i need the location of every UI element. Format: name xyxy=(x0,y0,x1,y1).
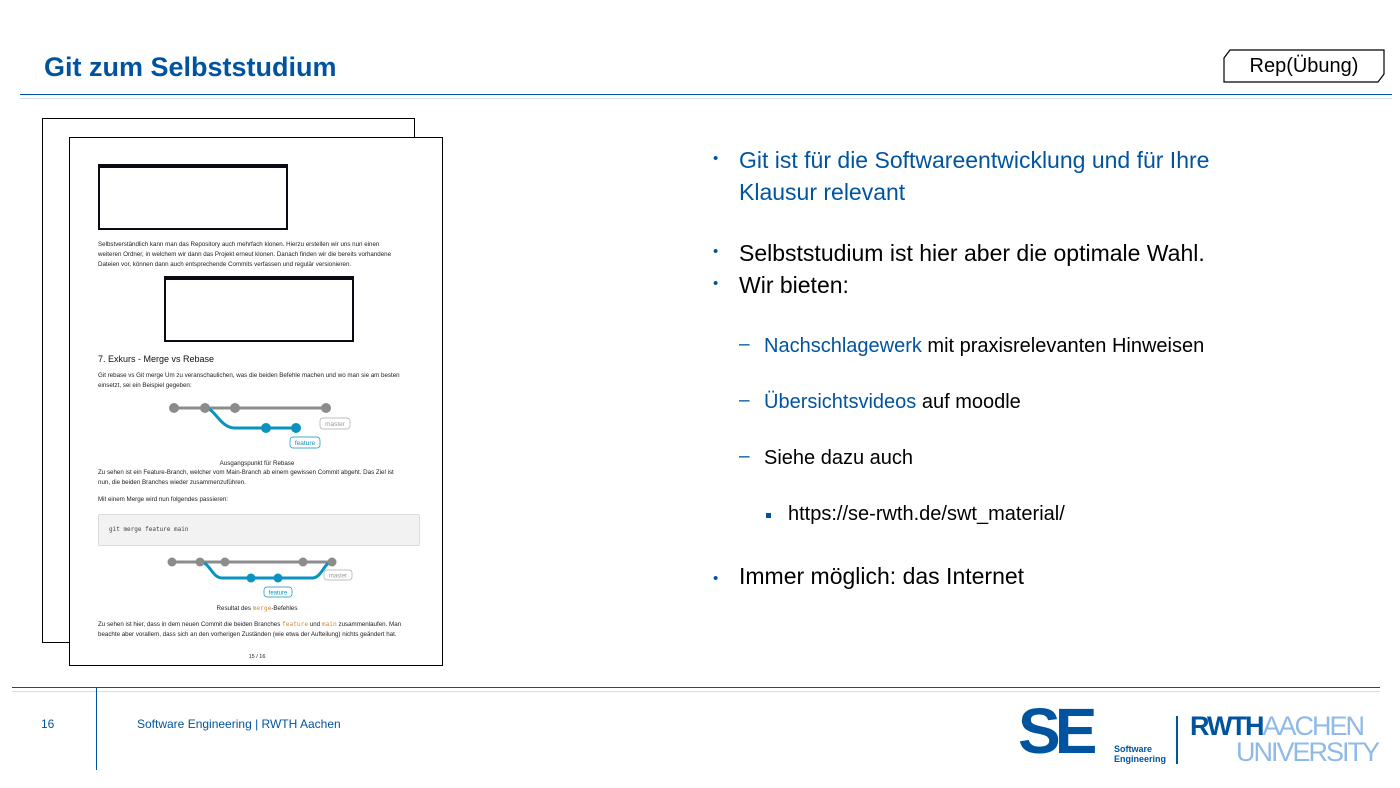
git-branch-diagram-after xyxy=(162,554,362,602)
document-page-front xyxy=(69,137,443,666)
se-logo-letters: SE xyxy=(1018,695,1092,767)
git-branch-diagram-before xyxy=(160,396,360,454)
preview-paragraph: Git rebase vs Git merge Um zu veranschaulichen, was die beiden Befehle machen und wo man sie am besten einsetzt, sei ein Beispiel gegeben: xyxy=(98,372,400,389)
bullet-marker: • xyxy=(713,150,719,167)
rwth-logo-top: RWTHAACHEN xyxy=(1190,711,1364,741)
square-bullet-marker xyxy=(766,513,771,518)
reference-link[interactable]: Nachschlagewerk xyxy=(764,335,922,357)
diagram-caption: Ausgangspunkt für Rebase xyxy=(219,460,295,467)
rep-tag xyxy=(1222,49,1386,83)
material-url-link[interactable]: https://se-rwth.de/swt_material/ xyxy=(788,503,1065,525)
dash-marker: – xyxy=(739,390,750,411)
code-line: git merge feature main xyxy=(109,526,189,533)
header-rule-light xyxy=(20,98,1392,99)
bullet-git-relevant: Git ist für die Softwareentwicklung und für Ihre Klausur relevant xyxy=(739,147,1210,205)
rwth-logo-bottom: UNIVERSITY xyxy=(1236,737,1379,767)
se-logo-subtitle: Software Engineering xyxy=(1114,744,1167,764)
bullet-marker: • xyxy=(713,243,719,260)
subitem-reference: Nachschlagewerk mit praxisrelevanten Hinweisen xyxy=(764,335,1205,357)
master-branch-label: master xyxy=(325,421,345,428)
feature-branch-label: feature xyxy=(268,590,288,597)
footer-divider xyxy=(96,688,97,770)
preview-paragraph: Selbstverständlich kann man das Repository auch mehrfach klonen. Hierzu erstellen wir uns nun einen weiteren Ordner, in welchem wir dann das Projekt erneut klonen. Danach finden wir die bereits vorhandene Dateien vor, können dann auch entsprechende Commits verfassen und regulär versionieren. xyxy=(98,241,392,268)
bullet-internet: Immer möglich: das Internet xyxy=(739,563,1025,589)
slide-number: 16 xyxy=(41,717,55,731)
footer-text: Software Engineering | RWTH Aachen xyxy=(137,717,341,731)
footer-rule xyxy=(12,687,1380,688)
preview-paragraph: Mit einem Merge wird nun folgendes passieren: xyxy=(98,496,229,503)
bullet-marker: • xyxy=(713,275,719,292)
diagram-caption: Resultat des merge-Befehles xyxy=(216,605,298,612)
rwth-logo xyxy=(1190,711,1379,768)
videos-link[interactable]: Übersichtsvideos xyxy=(764,391,917,413)
bullet-we-offer: Wir bieten: xyxy=(739,272,849,298)
logo-divider xyxy=(1176,716,1178,764)
master-branch-label: master xyxy=(328,573,348,580)
subitem-see-also: Siehe dazu auch xyxy=(764,447,914,469)
screenshot-placeholder xyxy=(164,276,354,342)
preview-paragraph: Zu sehen ist ein Feature-Branch, welcher vom Main-Branch ab einem gewissen Commit abgeht. Das Ziel ist nun, die beiden Branches wieder zusammenzuführen. xyxy=(98,469,394,486)
bullet-marker: • xyxy=(713,570,719,587)
dash-marker: – xyxy=(739,334,750,355)
preview-paragraph: Zu sehen ist hier, dass in dem neuen Commit die beiden Branches feature und main zusammenlaufen. Man beachte aber vorallem, dass sich an den vorherigen Zuständen (wie etwa der Aufteilung) nichts geändert hat. xyxy=(98,621,402,638)
rep-tag-label: Rep(Übung) xyxy=(1249,54,1359,77)
feature-branch-label: feature xyxy=(294,440,316,447)
bullet-self-study: Selbststudium ist hier aber die optimale Wahl. xyxy=(739,240,1205,266)
preview-page-number: 15 / 16 xyxy=(248,654,266,660)
subitem-videos: Übersichtsvideos auf moodle xyxy=(764,391,1021,413)
screenshot-placeholder xyxy=(98,164,288,230)
footer-rule-light xyxy=(12,691,1380,692)
header-rule xyxy=(20,94,1392,95)
preview-section-heading: 7. Exkurs - Merge vs Rebase xyxy=(98,354,215,364)
code-block xyxy=(98,514,420,546)
slide-title: Git zum Selbststudium xyxy=(44,52,337,82)
dash-marker: – xyxy=(739,446,750,467)
se-logo xyxy=(1018,695,1178,768)
